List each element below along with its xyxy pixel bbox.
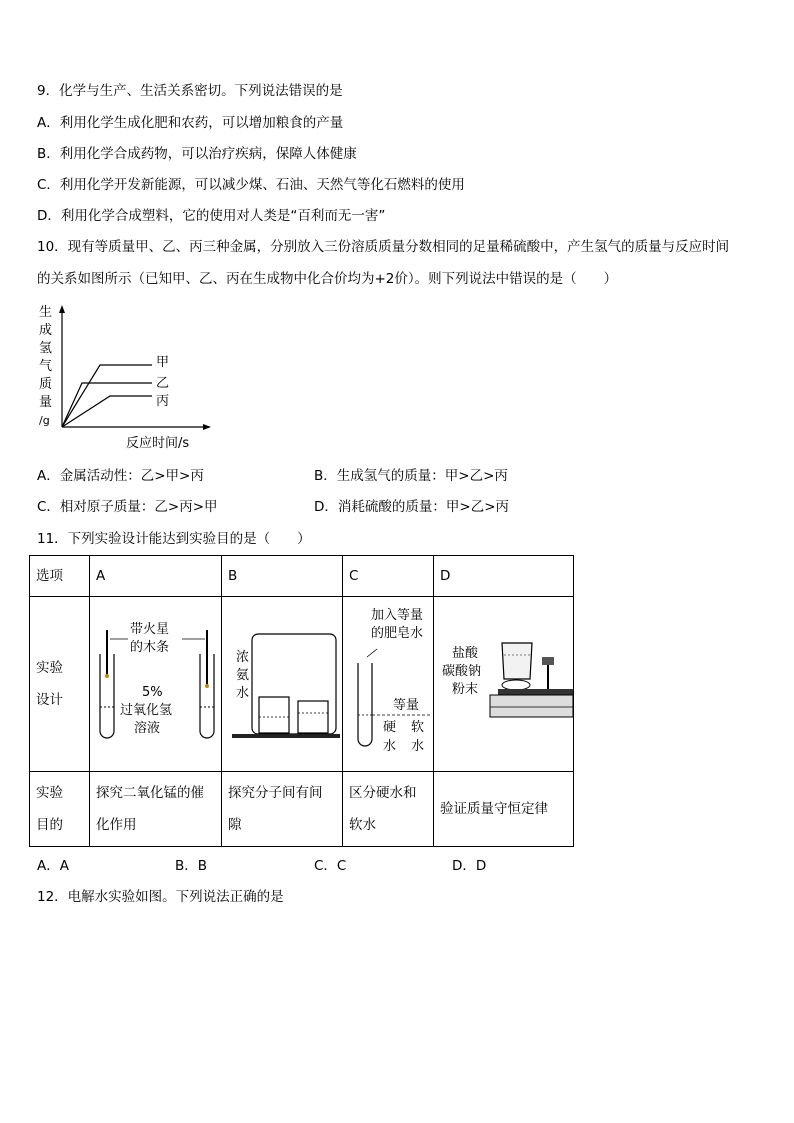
svg-text:带火星: 带火星	[130, 622, 170, 637]
graph-ylabel-char: 生	[39, 305, 53, 320]
q11-answer-b: B．B	[175, 858, 208, 874]
table-header-cell: B	[222, 556, 343, 597]
fig-b-diagram	[222, 597, 342, 771]
svg-text:的肥皂水: 的肥皂水	[371, 626, 424, 641]
graph-label-yi: 乙	[156, 376, 170, 391]
graph-curve-bing	[62, 396, 152, 427]
svg-text:水: 水	[411, 739, 425, 754]
q11-table	[29, 555, 574, 847]
q10-option-b: B．生成氢气的质量：甲>乙>丙	[314, 468, 508, 484]
svg-text:溶液: 溶液	[134, 721, 161, 736]
svg-text:水: 水	[383, 739, 397, 754]
table-row-label: 实验 设计	[30, 597, 90, 772]
graph-ylabel-char: 质	[39, 377, 53, 392]
graph-ylabel-char: /g	[39, 414, 50, 427]
q10-stem-line2: 的关系如图所示（已知甲、乙、丙在生成物中化合价均为+2价）。则下列说法中错误的是（ ）	[37, 271, 618, 287]
purpose-b: 探究分子间有间 隙	[222, 772, 343, 847]
graph-ylabel-char: 气	[39, 359, 53, 374]
fig-d-diagram	[434, 597, 573, 771]
graph-ylabel-char: 氢	[39, 341, 53, 356]
svg-text:硬: 硬	[383, 720, 397, 735]
graph-y-arrow	[59, 305, 65, 313]
ember-left	[105, 674, 109, 678]
svg-text:水: 水	[236, 686, 250, 701]
purpose-d: 验证质量守恒定律	[434, 772, 574, 847]
table-header-cell: 选项	[30, 556, 90, 597]
graph-ylabel-char: 量	[39, 395, 53, 410]
bell-jar	[252, 634, 336, 734]
test-tube-hard	[358, 663, 372, 746]
q11-answer-d: D．D	[452, 858, 487, 874]
fig-a-cell	[90, 597, 222, 772]
q9-stem: 9．化学与生产、生活关系密切。下列说法错误的是	[37, 83, 343, 99]
fig-a-diagram	[90, 597, 221, 771]
q11-answer-a: A．A	[37, 858, 69, 874]
svg-text:5%: 5%	[142, 685, 163, 700]
svg-text:粉末: 粉末	[452, 682, 479, 697]
base-plate	[232, 734, 340, 738]
svg-text:加入等量: 加入等量	[371, 608, 424, 623]
q10-stem-line1: 10．现有等质量甲、乙、丙三种金属，分别放入三份溶质质量分数相同的足量稀硫酸中，产生氢气的质量与反应时间	[37, 239, 730, 255]
svg-text:软: 软	[411, 720, 425, 735]
table-header-cell: D	[434, 556, 574, 597]
q10-option-a: A．金属活动性：乙>甲>丙	[37, 468, 204, 484]
fig-c-diagram	[343, 597, 433, 771]
graph-x-arrow	[203, 424, 211, 430]
table-header-cell: C	[343, 556, 434, 597]
weight	[542, 657, 554, 665]
beaker-left	[259, 697, 289, 733]
purpose-c: 区分硬水和 软水	[343, 772, 434, 847]
svg-text:盐酸: 盐酸	[452, 646, 479, 661]
q11-stem: 11．下列实验设计能达到实验目的是（ ）	[37, 531, 311, 547]
balance-body	[490, 695, 573, 717]
table-row-label: 实验 目的	[30, 772, 90, 847]
graph-ylabel-char: 成	[39, 323, 53, 338]
q10-option-d: D．消耗硫酸的质量：甲>乙>丙	[314, 499, 510, 515]
q11-answer-c: C．C	[314, 858, 347, 874]
svg-text:等量: 等量	[393, 698, 420, 713]
q9-option-a: A．利用化学生成化肥和农药，可以增加粮食的产量	[37, 115, 344, 131]
svg-text:碳酸钠: 碳酸钠	[442, 664, 482, 679]
purpose-a: 探究二氧化锰的催 化作用	[90, 772, 222, 847]
svg-text:氨: 氨	[236, 668, 250, 683]
q10-option-c: C．相对原子质量：乙>丙>甲	[37, 499, 218, 515]
graph-label-bing: 丙	[156, 394, 170, 409]
svg-text:浓: 浓	[236, 650, 250, 665]
table-header-cell: A	[90, 556, 222, 597]
balance-beam	[498, 689, 573, 695]
q9-option-b: B．利用化学合成药物，可以治疗疾病，保障人体健康	[37, 146, 357, 162]
beaker-right	[298, 701, 328, 733]
graph-xlabel: 反应时间/s	[126, 436, 190, 451]
fig-d-cell	[434, 597, 574, 772]
fig-c-cell	[343, 597, 434, 772]
q12-stem: 12．电解水实验如图。下列说法正确的是	[37, 889, 284, 905]
q9-option-d: D．利用化学合成塑料，它的使用对人类是“百利而无一害”	[37, 208, 386, 224]
svg-text:过氧化氢: 过氧化氢	[120, 703, 173, 718]
beaker-hcl	[502, 643, 532, 679]
dish-na2co3	[502, 680, 530, 690]
fig-b-cell	[222, 597, 343, 772]
ember-right	[205, 684, 209, 688]
graph-label-jia: 甲	[156, 355, 170, 370]
q10-graph	[36, 303, 216, 453]
svg-text:的木条: 的木条	[130, 640, 170, 655]
q9-option-c: C．利用化学开发新能源，可以减少煤、石油、天然气等化石燃料的使用	[37, 177, 465, 193]
